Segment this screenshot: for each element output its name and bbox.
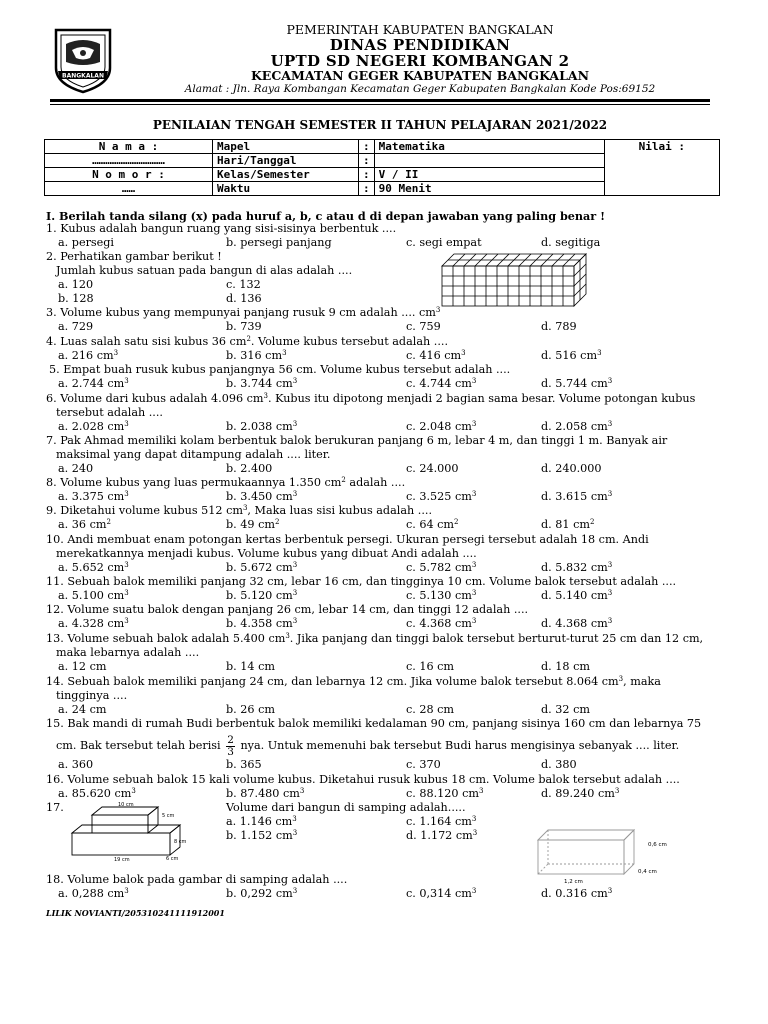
q4-option-a[interactable]: a. 216 $cm^3$ (58, 349, 119, 362)
question-10-line2: merekatkannya menjadi kubus. Volume kubus yang dibuat Andi adalah .... (56, 547, 477, 560)
stacked-cuboid-figure (62, 801, 192, 865)
question-12: 12. Volume suatu balok dengan panjang 26 cm, lebar 14 cm, dan tinggi 12 adalah .... (46, 603, 529, 616)
header-rule-thick (50, 99, 710, 102)
q4-option-d[interactable]: d. 516 $cm^3$ (541, 349, 602, 362)
colon: : (359, 154, 375, 168)
q3-option-b[interactable]: b. 739 (226, 320, 262, 333)
q2-option-a[interactable]: a. 120 (58, 278, 94, 291)
q5-option-c[interactable]: c. 4.744 $cm^3$ (406, 377, 477, 390)
score-box[interactable] (604, 140, 719, 196)
q11-option-a[interactable]: a. 5.100 $cm^3$ (58, 589, 129, 602)
q10-option-b[interactable]: b. 5.672 $cm^3$ (226, 561, 298, 574)
q11-option-c[interactable]: c. 5.130 $cm^3$ (406, 589, 477, 602)
q14-option-d[interactable]: d. 32 cm (541, 703, 590, 716)
q12-option-a[interactable]: a. 4.328 $cm^3$ (58, 617, 129, 630)
q17-option-d[interactable]: d. 1.172 $cm^3$ (406, 829, 478, 842)
q16-option-d[interactable]: d. 89.240 $cm^3$ (541, 787, 620, 800)
q12-option-c[interactable]: c. 4.368 $cm^3$ (406, 617, 477, 630)
q15-option-b[interactable]: b. 365 (226, 758, 262, 771)
question-17: Volume dari bangun di samping adalah..... (226, 801, 466, 814)
q18-option-b[interactable]: b. 0,292 $cm^3$ (226, 887, 298, 900)
unit-cube-block-figure (440, 252, 590, 308)
q1-option-b[interactable]: b. persegi panjang (226, 236, 332, 249)
question-9: 9. Diketahui volume kubus 512 $cm^3$, Maka luas sisi kubus adalah .... (46, 504, 432, 517)
colon: : (359, 140, 375, 154)
q8-option-d[interactable]: d. 3.615 $cm^3$ (541, 490, 613, 503)
number-field[interactable]: …… (45, 182, 213, 196)
q3-option-c[interactable]: c. 759 (406, 320, 441, 333)
q14-option-c[interactable]: c. 28 cm (406, 703, 455, 716)
q15-option-a[interactable]: a. 360 (58, 758, 94, 771)
fig17-height2-label: 8 cm (174, 839, 187, 845)
class-label: Kelas/Semester (213, 168, 359, 182)
fig18-width-label: 0,4 cm (638, 869, 657, 875)
mapel-value: Matematika (374, 140, 604, 154)
q17-option-c[interactable]: c. 1.164 $cm^3$ (406, 815, 477, 828)
logo-text: BANGKALAN (62, 72, 104, 80)
question-2-line2: Jumlah kubus satuan pada bangun di alas adalah .... (56, 264, 353, 277)
q4-option-c[interactable]: c. 416 $cm^3$ (406, 349, 466, 362)
q14-option-b[interactable]: b. 26 cm (226, 703, 275, 716)
header-department: DINAS PENDIDIKAN (329, 36, 511, 54)
name-label: N a m a : (45, 140, 213, 154)
q14-option-a[interactable]: a. 24 cm (58, 703, 107, 716)
question-15: 15. Bak mandi di rumah Budi berbentuk balok memiliki kedalaman 90 cm, panjang sisinya 160 cm dan lebarnya 75 (46, 717, 702, 730)
question-6: 6. Volume dari kubus adalah 4.096 $cm^3$. Kubus itu dipotong menjadi 2 bagian sama besar. Volume potongan kubus (46, 392, 696, 405)
q1-option-c[interactable]: c. segi empat (406, 236, 482, 249)
date-field[interactable] (374, 154, 604, 168)
question-11: 11. Sebuah balok memiliki panjang 32 cm, lebar 16 cm, dan tingginya 10 cm. Volume balok tersebut adalah .... (46, 575, 677, 588)
q6-option-d[interactable]: d. 2.058 $cm^3$ (541, 420, 613, 433)
question-13: 13. Volume sebuah balok adalah 5.400 $cm^3$. Jika panjang dan tinggi balok tersebut berturut-turut 25 cm dan 12 cm, (46, 632, 704, 645)
q5-option-d[interactable]: d. 5.744 $cm^3$ (541, 377, 613, 390)
q8-option-c[interactable]: c. 3.525 $cm^3$ (406, 490, 477, 503)
question-15-line2: cm. Bak tersebut telah berisi $\frac{2}{3}$ nya. Untuk memenuhi bak tersebut Budi harus mengisinya sebanyak .... liter. (56, 733, 680, 758)
question-8: 8. Volume kubus yang luas permukaannya 1.350 $cm^2$ adalah .... (46, 476, 406, 489)
header-rule-thin (50, 104, 710, 105)
question-16: 16. Volume sebuah balok 15 kali volume kubus. Diketahui rusuk kubus 18 cm. Volume balok tersebut adalah .... (46, 773, 680, 786)
q13-option-d[interactable]: d. 18 cm (541, 660, 590, 673)
q8-option-a[interactable]: a. 3.375 $cm^3$ (58, 490, 129, 503)
small-cuboid-figure (530, 826, 680, 886)
colon: : (359, 168, 375, 182)
question-17-number: 17. (46, 801, 64, 814)
q1-option-d[interactable]: d. segitiga (541, 236, 601, 249)
colon: : (359, 182, 375, 196)
q17-option-a[interactable]: a. 1.146 $cm^3$ (226, 815, 297, 828)
question-1: 1. Kubus adalah bangun ruang yang sisi-sisinya berbentuk .... (46, 222, 397, 235)
q12-option-d[interactable]: d. 4.368 $cm^3$ (541, 617, 613, 630)
q10-option-d[interactable]: d. 5.832 $cm^3$ (541, 561, 613, 574)
header-government: PEMERINTAH KABUPATEN BANGKALAN (286, 22, 554, 37)
question-6-line2: tersebut adalah .... (56, 406, 163, 419)
q16-option-b[interactable]: b. 87.480 $cm^3$ (226, 787, 305, 800)
q9-option-c[interactable]: c. 64 $cm^2$ (406, 518, 459, 531)
score-label: Nilai : (638, 140, 685, 153)
q3-option-a[interactable]: a. 729 (58, 320, 94, 333)
fraction-two-thirds: $\frac{2}{3}$ (227, 733, 234, 758)
q6-option-c[interactable]: c. 2.048 $cm^3$ (406, 420, 477, 433)
author-footer: LILIK NOVIANTI/205310241111912001 (46, 908, 225, 918)
q4-option-b[interactable]: b. 316 $cm^3$ (226, 349, 287, 362)
fig17-bottom-label: 19 cm (114, 857, 130, 863)
q3-option-d[interactable]: d. 789 (541, 320, 577, 333)
q7-option-a[interactable]: a. 240 (58, 462, 94, 475)
header-school: UPTD SD NEGERI KOMBANGAN 2 (270, 52, 570, 70)
question-7: 7. Pak Ahmad memiliki kolam berbentuk balok berukuran panjang 6 m, lebar 4 m, dan tinggi 1 m. Banyak air (46, 434, 668, 447)
question-14-line2: tingginya .... (56, 689, 128, 702)
regency-seal-icon (50, 24, 116, 94)
fig17-top-label: 10 cm (118, 802, 134, 808)
q16-option-c[interactable]: c. 88.120 $cm^3$ (406, 787, 484, 800)
q17-option-b[interactable]: b. 1.152 $cm^3$ (226, 829, 298, 842)
q10-option-a[interactable]: a. 5.652 $cm^3$ (58, 561, 129, 574)
q5-option-a[interactable]: a. 2.744 $cm^3$ (58, 377, 129, 390)
q1-option-a[interactable]: a. persegi (58, 236, 115, 249)
q5-option-b[interactable]: b. 3.744 $cm^3$ (226, 377, 298, 390)
question-5: 5. Empat buah rusuk kubus panjangnya 56 cm. Volume kubus tersebut adalah .... (49, 363, 511, 376)
q2-option-c[interactable]: c. 132 (226, 278, 261, 291)
q9-option-a[interactable]: a. 36 $cm^2$ (58, 518, 111, 531)
question-4: 4. Luas salah satu sisi kubus 36 $cm^2$. Volume kubus tersebut adalah .... (46, 335, 449, 348)
header-address: Alamat : Jln. Raya Kombangan Kecamatan Geger Kabupaten Bangkalan Kode Pos:69152 (184, 83, 656, 95)
q18-option-c[interactable]: c. 0,314 $cm^3$ (406, 887, 477, 900)
question-7-line2: maksimal yang dapat ditampung adalah .... liter. (56, 448, 331, 461)
q13-option-c[interactable]: c. 16 cm (406, 660, 455, 673)
q18-option-d[interactable]: d. 0.316 $cm^3$ (541, 887, 613, 900)
fig18-length-label: 1,2 cm (564, 879, 583, 885)
question-18: 18. Volume balok pada gambar di samping adalah .... (46, 873, 348, 886)
q11-option-b[interactable]: b. 5.120 $cm^3$ (226, 589, 298, 602)
fig17-depth-label: 6 cm (166, 856, 179, 862)
fig18-height-label: 0,6 cm (648, 842, 667, 848)
q8-option-b[interactable]: b. 3.450 $cm^3$ (226, 490, 298, 503)
q7-option-c[interactable]: c. 24.000 (406, 462, 459, 475)
question-13-line2: maka lebarnya adalah .... (56, 646, 200, 659)
q7-option-b[interactable]: b. 2.400 (226, 462, 273, 475)
q11-option-d[interactable]: d. 5.140 $cm^3$ (541, 589, 613, 602)
student-info-table (44, 139, 720, 196)
exam-title: PENILAIAN TENGAH SEMESTER II TAHUN PELAJARAN 2021/2022 (152, 118, 608, 132)
question-14: 14. Sebuah balok memiliki panjang 24 cm, dan lebarnya 12 cm. Jika volume balok tersebut 8.064 $cm^3$, maka (46, 675, 661, 688)
date-label: Hari/Tanggal (213, 154, 359, 168)
q13-option-a[interactable]: a. 12 cm (58, 660, 107, 673)
time-label: Waktu (213, 182, 359, 196)
question-10: 10. Andi membuat enam potongan kertas berbentuk persegi. Ukuran persegi tersebut adalah 18 cm. Andi (46, 533, 649, 546)
time-value: 90 Menit (374, 182, 604, 196)
header-district: KECAMATAN GEGER KABUPATEN BANGKALAN (250, 68, 590, 83)
q13-option-b[interactable]: b. 14 cm (226, 660, 275, 673)
q10-option-c[interactable]: c. 5.782 $cm^3$ (406, 561, 477, 574)
q7-option-d[interactable]: d. 240.000 (541, 462, 602, 475)
q12-option-b[interactable]: b. 4.358 $cm^3$ (226, 617, 298, 630)
q15-option-d[interactable]: d. 380 (541, 758, 577, 771)
q18-option-a[interactable]: a. 0,288 $cm^3$ (58, 887, 129, 900)
q9-option-b[interactable]: b. 49 $cm^2$ (226, 518, 280, 531)
q9-option-d[interactable]: d. 81 $cm^2$ (541, 518, 595, 531)
q16-option-a[interactable]: a. 85.620 $cm^3$ (58, 787, 136, 800)
class-value: V / II (374, 168, 604, 182)
fig17-height1-label: 5 cm (162, 813, 175, 819)
number-label: N o m o r : (45, 168, 213, 182)
section-instruction: I. Berilah tanda silang (x) pada huruf a, b, c atau d di depan jawaban yang paling benar ! (46, 209, 605, 223)
q6-option-b[interactable]: b. 2.038 $cm^3$ (226, 420, 298, 433)
question-2: 2. Perhatikan gambar berikut ! (46, 250, 222, 263)
q2-option-d[interactable]: d. 136 (226, 292, 262, 305)
question-3: 3. Volume kubus yang mempunyai panjang rusuk 9 cm adalah .... $cm^3$ (46, 306, 441, 319)
mapel-label: Mapel (213, 140, 359, 154)
q15-option-c[interactable]: c. 370 (406, 758, 441, 771)
q2-option-b[interactable]: b. 128 (58, 292, 94, 305)
name-field[interactable]: …………………………… (45, 154, 213, 168)
q6-option-a[interactable]: a. 2.028 $cm^3$ (58, 420, 129, 433)
